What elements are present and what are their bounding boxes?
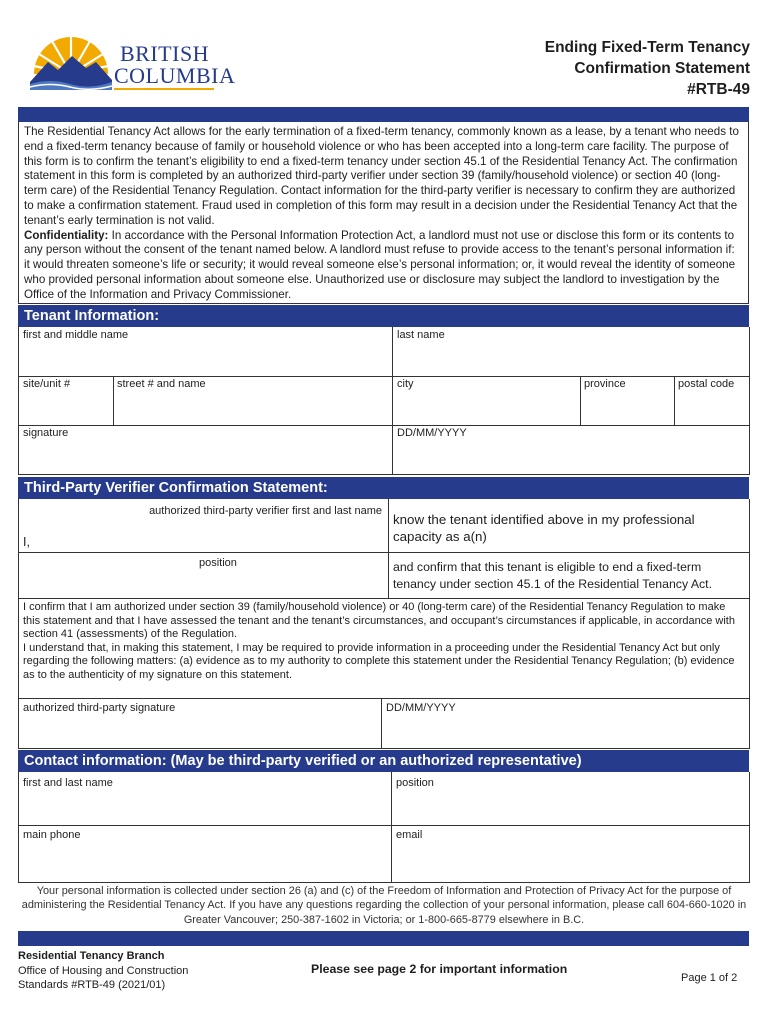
tenant-signature-field[interactable] (19, 425, 393, 475)
logo-underline (114, 88, 214, 90)
title-line-1: Ending Fixed-Term Tenancy (544, 39, 750, 56)
verifier-signature-field[interactable] (19, 698, 382, 749)
footer-branch: Residential Tenancy Branch (18, 950, 165, 962)
postal-code-label: postal code (678, 378, 735, 390)
verifier-name-label: authorized third-party verifier first and last name (149, 505, 382, 517)
city-field[interactable] (392, 376, 581, 426)
know-tenant-text: know the tenant identified above in my professional capacity as a(n) (388, 499, 750, 553)
city-label: city (397, 378, 414, 390)
title-line-2: Confirmation Statement (574, 60, 750, 77)
statement-paragraph-1: I confirm that I am authorized under section 39 (family/household violence) or 40 (long-term care) of the Residential Tenancy Regulation to make this statement and that I have assessed the tenant and the tenant’s circumstances, and occupant’s circumstances if applicable, in accordance with section 41 (assessments) of the Regulation. (23, 601, 735, 641)
main-phone-field[interactable] (19, 825, 392, 883)
tenant-signature-label: signature (23, 427, 69, 439)
footer-office: Office of Housing and Construction (18, 964, 189, 977)
first-middle-name-field[interactable] (19, 327, 393, 377)
last-name-label: last name (397, 329, 445, 341)
intro-text (18, 122, 749, 304)
confidentiality-text: In accordance with the Personal Information Protection Act, a landlord must not use or disclose this form or its contents to any person without the consent of the tenant named below. A landlord must refuse to provide access to the tenant’s personal information if: it would threaten someone’s life or security; it would reveal someone else’s personal information; or, it would reveal the identity of someone who provided personal information about someone else. Unauthorized use or disclosure may subject the landlord to investigation by the Office of the Information and Privacy Commissioner. (24, 228, 736, 301)
last-name-field[interactable] (392, 327, 750, 377)
bc-sun-mountains-icon (28, 32, 114, 90)
site-unit-label: site/unit # (23, 378, 71, 390)
confirm-eligibility-text: and confirm that this tenant is eligible to end a fixed-term tenancy under section 45.1 of the Residential Tenancy Act. (388, 552, 750, 599)
statement-paragraph-2: I understand that, in making this statement, I may be required to provide information in a proceeding under the Residential Tenancy Act but only regarding the following matters: (a) evidence as to my authority to complete this statement under the Residential Tenancy Regulation; (b) evidence as to the authenticity of my signature on this statement. (23, 641, 735, 681)
first-middle-name-label: first and middle name (23, 329, 129, 341)
verifier-position-field[interactable] (19, 552, 389, 599)
contact-grid (18, 772, 749, 883)
footer-see-page-2: Please see page 2 for important information (311, 962, 568, 976)
tenant-date-field[interactable] (392, 425, 750, 475)
verifier-date-field[interactable] (381, 698, 750, 749)
tenant-grid (18, 327, 749, 475)
form-title (430, 37, 750, 100)
verifier-statement-text (19, 598, 750, 699)
verifier-signature-label: authorized third-party signature (23, 702, 176, 714)
street-field[interactable] (113, 376, 393, 426)
verifier-name-field[interactable] (19, 499, 389, 553)
email-label: email (396, 829, 423, 841)
contact-position-field[interactable] (391, 772, 750, 826)
province-field[interactable] (580, 376, 675, 426)
verifier-section-heading: Third-Party Verifier Confirmation Statement: (18, 477, 749, 499)
tenant-date-label: DD/MM/YYYY (397, 427, 467, 439)
top-divider-bar (18, 107, 749, 122)
logo-british: BRITISH (120, 41, 210, 66)
verifier-i-label: I, (23, 535, 30, 549)
footer-branch-info (18, 949, 278, 993)
province-label: province (584, 378, 626, 390)
email-field[interactable] (391, 825, 750, 883)
contact-position-label: position (396, 777, 434, 789)
contact-section-heading: Contact information: (May be third-party verified or an authorized representative) (18, 750, 749, 772)
footer-page-number: Page 1 of 2 (681, 972, 738, 984)
main-phone-label: main phone (23, 829, 81, 841)
bc-logo (28, 32, 238, 92)
title-line-3: #RTB-49 (687, 81, 750, 98)
verifier-date-label: DD/MM/YYYY (386, 702, 456, 714)
footer-standards: Standards #RTB-49 (2021/01) (18, 979, 166, 991)
privacy-notice: Your personal information is collected under section 26 (a) and (c) of the Freedom of Information and Protection of Privacy Act for the purpose of administering the Residential Tenancy Act. If you have any questions regarding the collection of your personal information, please call 604-660-1020 in Greater Vancouver; 250-387-1602 in Victoria; or 1-800-665-8779 elsewhere in B.C. (21, 885, 747, 926)
bottom-divider-bar (18, 931, 749, 946)
logo-columbia: COLUMBIA (114, 63, 236, 88)
postal-code-field[interactable] (674, 376, 750, 426)
verifier-grid (18, 499, 749, 749)
tenant-section-heading: Tenant Information: (18, 305, 749, 327)
contact-name-label: first and last name (23, 777, 113, 789)
street-label: street # and name (117, 378, 206, 390)
contact-name-field[interactable] (19, 772, 392, 826)
site-unit-field[interactable] (19, 376, 114, 426)
confidentiality-label: Confidentiality: (24, 228, 109, 242)
intro-paragraph: The Residential Tenancy Act allows for the early termination of a fixed-term tenancy, commonly known as a lease, by a tenant who needs to end a fixed-term tenancy because of family or household violence or who has been accepted into a long-term care facility. The purpose of this form is to confirm the tenant’s eligibility to end a fixed-term tenancy under section 45.1 of the Residential Tenancy Act. The confirmation statement in this form is completed by an authorized third-party verifier under section 39 (family/household violence) or section 40 (long-term care) of the Residential Tenancy Regulation. Contact information for the third-party verifier is necessary to confirm they are authorized to make a confirmation statement. Fraud used in completion of this form may result in a decision under the Residential Tenancy Act that the tenant’s early termination is not valid. (24, 125, 739, 227)
verifier-position-label: position (199, 557, 237, 569)
